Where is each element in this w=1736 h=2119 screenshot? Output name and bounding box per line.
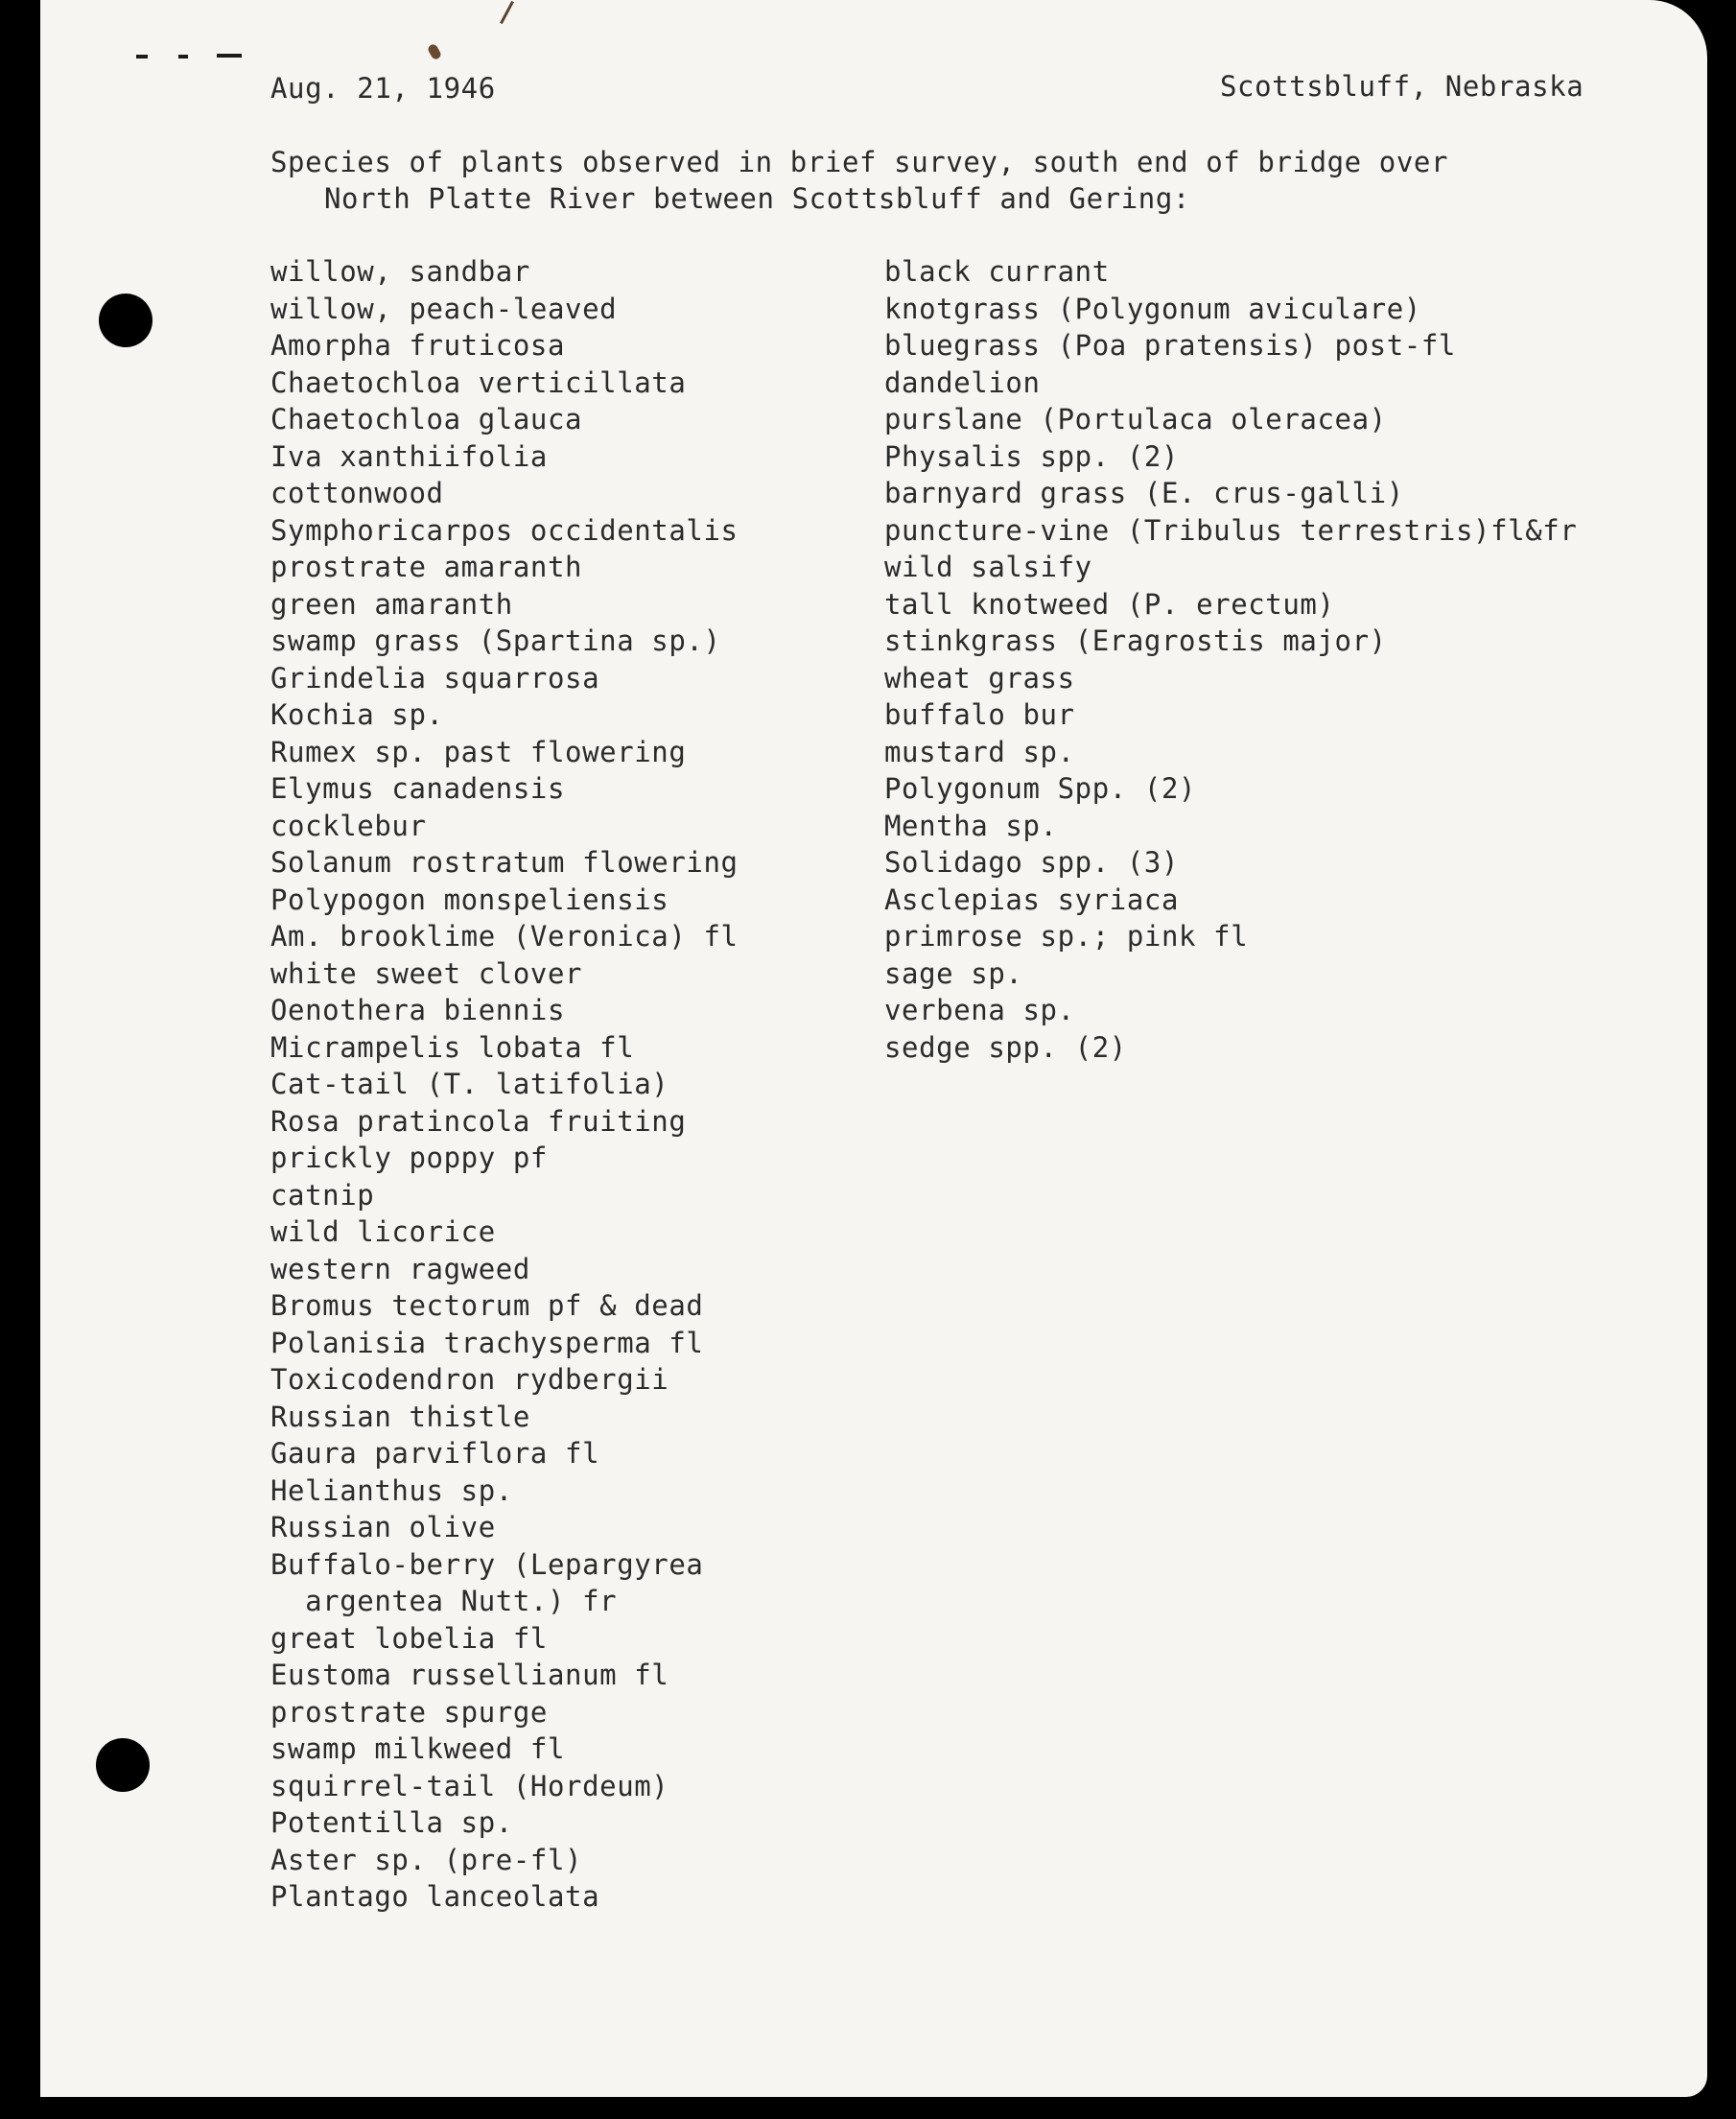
- species-item: Iva xanthiifolia: [270, 439, 548, 473]
- species-item: Symphoricarpos occidentalis: [270, 513, 739, 547]
- document-location: Scottsbluff, Nebraska: [1220, 70, 1584, 103]
- species-list-right: [884, 253, 1577, 1066]
- species-item: western ragweed: [270, 1252, 530, 1285]
- species-item: Rumex sp. past flowering: [270, 735, 687, 768]
- species-item: Cat-tail (T. latifolia): [270, 1068, 669, 1100]
- species-item: wild salsify: [884, 551, 1092, 583]
- species-item: wild licorice: [270, 1215, 496, 1248]
- species-item: primrose sp.; pink fl: [884, 920, 1249, 953]
- species-item: great lobelia fl: [270, 1621, 548, 1655]
- species-item: prostrate amaranth: [270, 551, 583, 583]
- species-item: willow, peach-leaved: [270, 292, 618, 325]
- species-item: black currant: [884, 255, 1110, 288]
- species-item: swamp milkweed fl: [270, 1732, 566, 1765]
- intro-line-2: North Platte River between Scottsbluff and Gering:: [324, 182, 1190, 215]
- species-item: Amorpha fruticosa: [270, 329, 566, 362]
- species-item: Solanum rostratum flowering: [270, 846, 739, 879]
- ink-mark: [178, 55, 188, 59]
- species-item: sedge spp. (2): [884, 1030, 1127, 1064]
- species-item: Potentilla sp.: [270, 1806, 513, 1839]
- species-item: knotgrass (Polygonum aviculare): [884, 292, 1421, 325]
- species-item: Mentha sp.: [884, 809, 1058, 842]
- species-item: Buffalo-berry (Lepargyrea: [270, 1547, 704, 1581]
- species-item: prickly poppy pf: [270, 1142, 548, 1174]
- species-item: Asclepias syriaca: [884, 883, 1180, 916]
- species-item: Russian olive: [270, 1511, 496, 1543]
- species-item: cottonwood: [270, 477, 444, 509]
- species-item: willow, sandbar: [270, 255, 530, 288]
- species-item: cocklebur: [270, 809, 427, 842]
- species-item: verbena sp.: [884, 994, 1075, 1026]
- punch-hole-top: [99, 294, 152, 347]
- species-item: bluegrass (Poa pratensis) post-fl: [884, 329, 1456, 362]
- species-item: Polygonum Spp. (2): [884, 772, 1197, 805]
- species-item: Rosa pratincola fruiting: [270, 1104, 687, 1138]
- species-item: wheat grass: [884, 661, 1075, 695]
- species-item: puncture-vine (Tribulus terrestris)fl&fr: [884, 513, 1578, 547]
- species-item: dandelion: [884, 365, 1041, 399]
- species-item: Am. brooklime (Veronica) fl: [270, 920, 739, 953]
- species-item: Oenothera biennis: [270, 994, 566, 1026]
- species-item: Gaura parviflora fl: [270, 1437, 600, 1470]
- species-item: Elymus canadensis: [270, 772, 566, 805]
- punch-hole-bottom: [96, 1738, 150, 1792]
- species-item: white sweet clover: [270, 956, 583, 990]
- species-item: stinkgrass (Eragrostis major): [884, 624, 1387, 657]
- species-item: tall knotweed (P. erectum): [884, 587, 1335, 621]
- document-date: Aug. 21, 1946: [270, 72, 496, 105]
- species-item: Chaetochloa verticillata: [270, 365, 687, 399]
- species-item: prostrate spurge: [270, 1695, 548, 1729]
- species-item: Toxicodendron rydbergii: [270, 1363, 669, 1396]
- species-item: Solidago spp. (3): [884, 846, 1180, 879]
- species-item: catnip: [270, 1178, 375, 1212]
- species-item: Eustoma russellianum fl: [270, 1659, 669, 1691]
- species-item: mustard sp.: [884, 735, 1075, 768]
- species-item: sage sp.: [884, 956, 1023, 990]
- species-item: purslane (Portulaca oleracea): [884, 403, 1387, 436]
- species-list-left: [270, 253, 739, 1916]
- species-item: Helianthus sp.: [270, 1473, 513, 1507]
- species-item: Chaetochloa glauca: [270, 403, 583, 436]
- species-item: Micrampelis lobata fl: [270, 1030, 635, 1064]
- species-item: barnyard grass (E. crus-galli): [884, 477, 1404, 509]
- species-item: Aster sp. (pre-fl): [270, 1843, 583, 1876]
- species-item: squirrel-tail (Hordeum): [270, 1769, 669, 1802]
- species-item: Bromus tectorum pf & dead: [270, 1289, 704, 1322]
- species-item: Physalis spp. (2): [884, 439, 1180, 473]
- species-item: Plantago lanceolata: [270, 1880, 600, 1913]
- intro-line-1: Species of plants observed in brief survey, south end of bridge over: [270, 146, 1449, 178]
- ink-mark: [136, 55, 148, 59]
- species-item: buffalo bur: [884, 698, 1075, 731]
- species-item: argentea Nutt.) fr: [270, 1585, 618, 1617]
- species-item: Polanisia trachysperma fl: [270, 1326, 704, 1359]
- species-item: swamp grass (Spartina sp.): [270, 624, 721, 657]
- species-item: Kochia sp.: [270, 698, 444, 731]
- species-item: Polypogon monspeliensis: [270, 883, 669, 916]
- species-item: Grindelia squarrosa: [270, 661, 600, 695]
- species-item: Russian thistle: [270, 1400, 530, 1433]
- species-item: green amaranth: [270, 587, 513, 621]
- ink-mark: [217, 54, 242, 58]
